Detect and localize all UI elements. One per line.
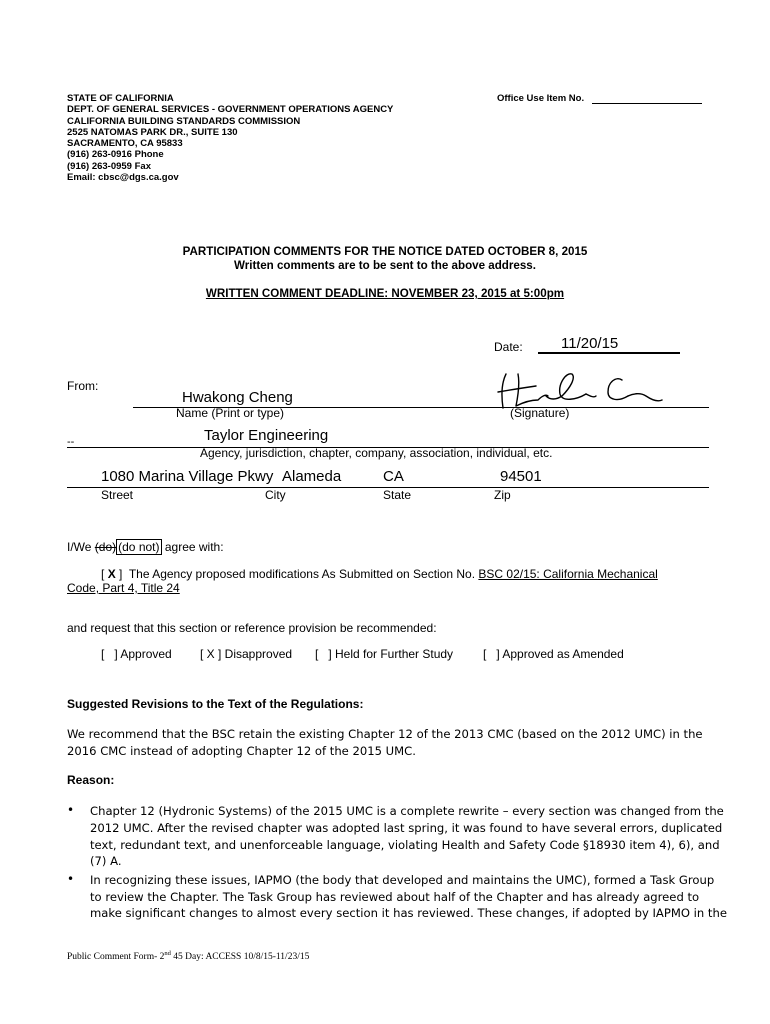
revisions-heading: Suggested Revisions to the Text of the Regulations:: [67, 697, 364, 711]
office-use-field[interactable]: [592, 103, 702, 104]
proposal-bracket-close: ]: [119, 567, 123, 581]
date-label: Date:: [494, 340, 523, 354]
footer-suffix: 45 Day: ACCESS 10/8/15-11/23/15: [170, 952, 310, 962]
agency-line: Email: cbsc@dgs.ca.gov: [67, 172, 179, 184]
revisions-text-line: We recommend that the BSC retain the existing Chapter 12 of the 2013 CMC (based on the 2012 UMC) in the: [67, 727, 703, 741]
signature-caption: (Signature): [510, 406, 570, 420]
agency-line: STATE OF CALIFORNIA: [67, 93, 174, 104]
option-held[interactable]: [ ] Held for Further Study: [315, 647, 454, 661]
organization-value[interactable]: Taylor Engineering: [204, 427, 329, 444]
agree-do-not-option[interactable]: (do not): [118, 540, 160, 554]
reason-line: make significant changes to almost every section it has reviewed. These changes, if adopted by IAPMO in the: [90, 906, 727, 920]
reason-line: In recognizing these issues, IAPMO (the body that developed and maintains the UMC), formed a Task Group: [90, 873, 715, 887]
bullet-icon: •: [67, 803, 75, 817]
reason-line: text, redundant text, and unenforceable language, violating Health and Safety Code §18930 item 4), 6), and: [90, 838, 720, 852]
reason-line: (7) A.: [90, 854, 122, 868]
page-footer: [67, 949, 310, 962]
proposal-line: [101, 567, 658, 581]
option-approved[interactable]: [ ] Approved: [101, 647, 172, 661]
reason-line: Chapter 12 (Hydronic Systems) of the 2015 UMC is a complete rewrite – every section was changed from the: [90, 804, 724, 818]
option-approved-amended[interactable]: [ ] Approved as Amended: [483, 647, 624, 661]
agency-line: CALIFORNIA BUILDING STANDARDS COMMISSION: [67, 115, 301, 127]
proposal-section-cont: Code, Part 4, Title 24: [67, 581, 180, 595]
proposal-checkbox-mark[interactable]: X: [107, 567, 116, 581]
office-use-label: Office Use Item No.: [497, 93, 585, 104]
agency-line: 2525 NATOMAS PARK DR., SUITE 130: [67, 126, 238, 138]
reason-line: 2012 UMC. After the revised chapter was adopted last spring, it was found to have several errors, duplicated: [90, 821, 723, 835]
option-disapproved[interactable]: [ X ] Disapproved: [200, 647, 293, 661]
name-value[interactable]: Hwakong Cheng: [182, 389, 293, 406]
proposal-section: BSC 02/15: California Mechanical: [478, 567, 658, 581]
from-label: From:: [67, 379, 99, 393]
name-caption: Name (Print or type): [176, 406, 285, 420]
form-subtitle: Written comments are to be sent to the above address.: [234, 259, 536, 272]
request-text: and request that this section or reference provision be recommended:: [67, 621, 437, 635]
reason-line: to review the Chapter. The Task Group has reviewed about half of the Chapter and has already agreed to: [90, 890, 700, 904]
proposal-text: The Agency proposed modifications As Submitted on Section No.: [128, 567, 476, 581]
agree-suffix: agree with:: [164, 540, 224, 554]
agency-block: [67, 93, 393, 183]
date-value[interactable]: 11/20/15: [561, 335, 619, 352]
agree-prefix: I/We: [67, 540, 92, 554]
city-caption: City: [265, 488, 286, 502]
proposal-bracket-open: [: [101, 567, 105, 581]
state-value[interactable]: CA: [383, 468, 404, 485]
zip-caption: Zip: [494, 488, 511, 502]
agency-line: DEPT. OF GENERAL SERVICES - GOVERNMENT OPERATIONS AGENCY: [67, 104, 394, 116]
agree-statement: [67, 540, 224, 554]
bullet-icon: •: [67, 872, 75, 886]
state-caption: State: [383, 488, 412, 502]
deadline: WRITTEN COMMENT DEADLINE: NOVEMBER 23, 2015 at 5:00pm: [205, 287, 565, 300]
organization-caption: Agency, jurisdiction, chapter, company, association, individual, etc.: [200, 446, 553, 460]
agency-line: (916) 263-0959 Fax: [67, 160, 151, 172]
street-caption: Street: [101, 488, 134, 502]
city-value[interactable]: Alameda: [282, 468, 342, 485]
agency-line: (916) 263-0916 Phone: [67, 149, 164, 161]
agency-line: SACRAMENTO, CA 95833: [67, 138, 183, 150]
form-title: PARTICIPATION COMMENTS FOR THE NOTICE DATED OCTOBER 8, 2015: [182, 245, 588, 258]
street-value[interactable]: 1080 Marina Village Pkwy: [101, 468, 274, 485]
reason-heading: Reason:: [67, 773, 115, 787]
date-field-line: [538, 352, 680, 354]
revisions-text-line: 2016 CMC instead of adopting Chapter 12 of the 2015 UMC.: [67, 744, 416, 758]
footer-prefix: Public Comment Form- 2: [67, 952, 165, 962]
dash-mark: --: [67, 436, 75, 448]
zip-value[interactable]: 94501: [500, 468, 542, 485]
agree-do-option[interactable]: (do): [94, 540, 117, 554]
footer-sup: nd: [164, 949, 171, 957]
